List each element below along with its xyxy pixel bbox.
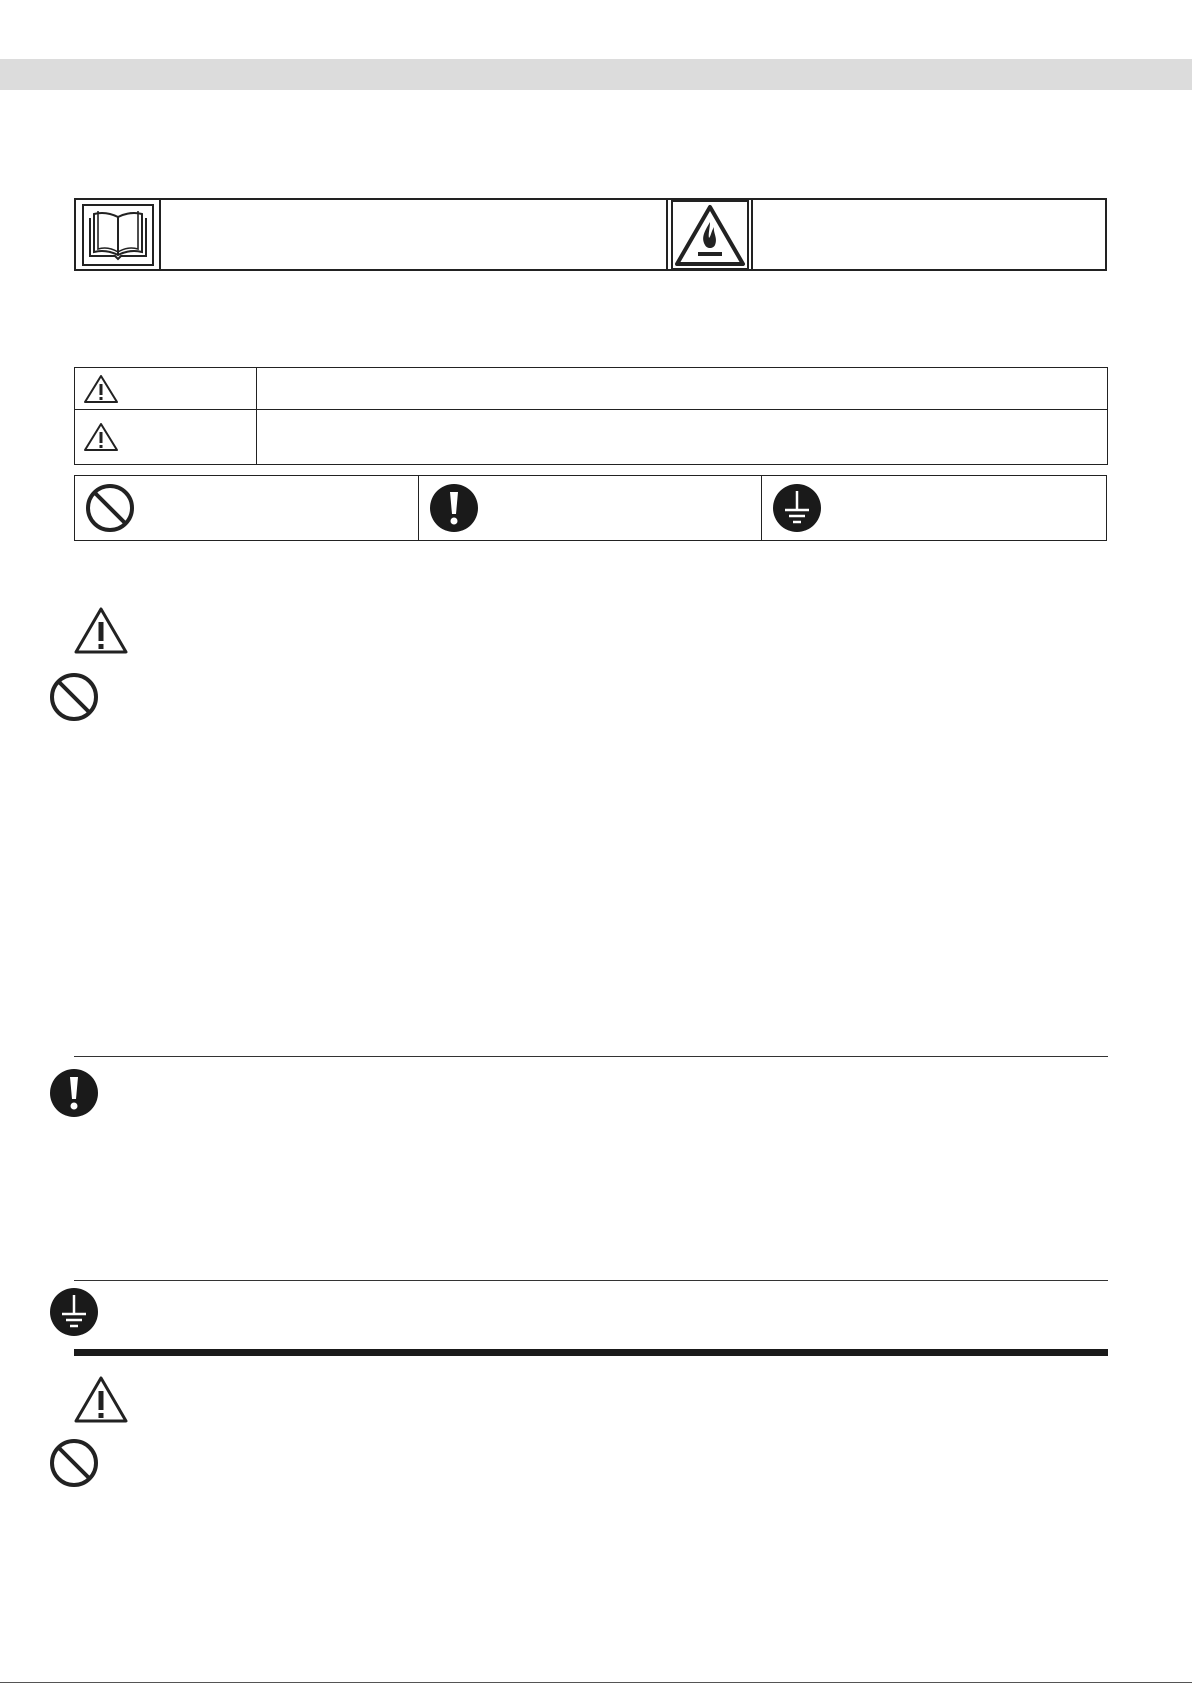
mark-legend-prohibited [75, 476, 419, 540]
divider [74, 1056, 1108, 1057]
section-divider-thick [74, 1349, 1108, 1356]
symbol-legend-book-cell [76, 200, 161, 269]
mark-legend-table [74, 475, 1107, 541]
header-band [0, 59, 1192, 90]
mandatory-icon [429, 483, 479, 533]
severity-row-caution [75, 410, 1107, 464]
symbol-legend-table [74, 198, 1107, 271]
caution-triangle-icon [83, 422, 119, 452]
ground-icon [772, 483, 822, 533]
symbol-legend-book-text [161, 200, 668, 269]
caution-prohibited-icon [49, 1438, 99, 1488]
manual-book-icon [82, 204, 154, 266]
flammable-warning-icon [671, 200, 749, 270]
warning-ground-icon [49, 1287, 99, 1337]
divider [74, 1280, 1108, 1281]
severity-caution-desc [257, 410, 1107, 464]
severity-legend-table [74, 367, 1108, 465]
warning-prohibited-icon [49, 672, 99, 722]
severity-caution-label-cell [75, 410, 257, 464]
severity-warning-label-cell [75, 368, 257, 409]
mark-legend-mandatory [419, 476, 762, 540]
symbol-legend-fire-cell [668, 200, 753, 269]
severity-row-warning [75, 368, 1107, 410]
prohibited-icon [85, 483, 135, 533]
caution-section-icon [73, 1375, 129, 1425]
severity-warning-desc [257, 368, 1107, 409]
symbol-legend-fire-text [753, 200, 1105, 269]
warning-triangle-icon [83, 374, 119, 404]
page-bottom-rule [0, 1682, 1192, 1683]
warning-section-icon [73, 606, 129, 656]
mark-legend-ground [762, 476, 1106, 540]
warning-mandatory-icon [49, 1068, 99, 1118]
